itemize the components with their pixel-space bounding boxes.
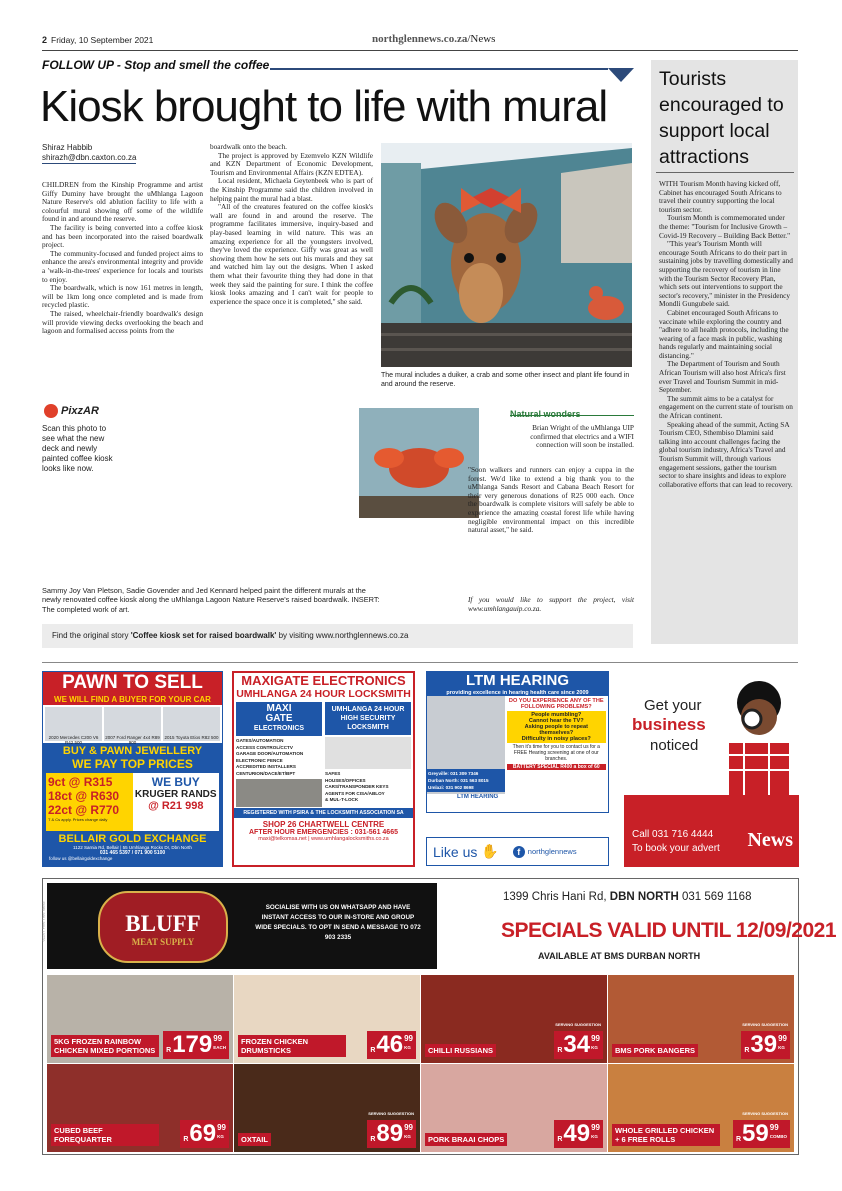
product-name: CHILLI RUSSIANS	[425, 1044, 496, 1057]
maxi-shop2: AFTER HOUR EMERGENCIES : 031-561 4665	[249, 829, 398, 836]
maxigate-ad[interactable]	[232, 671, 415, 867]
biz-logo: News	[747, 829, 793, 851]
keys-image	[325, 737, 411, 769]
maxi-body	[234, 700, 413, 808]
kicker-arrow	[608, 68, 634, 82]
car-3	[163, 707, 220, 741]
kicker-rule	[270, 68, 608, 70]
price-22ct: 22ct @ R770	[48, 803, 120, 817]
price-rands: 69	[189, 1120, 217, 1147]
col1-p1: CHILDREN from the Kinship Programme and artist Giffy Duminy have brought the uMhlanga Lagoon Nature Reserve's old ablution facility to life with a colourful mural showing off some of the wildlife found in and around the reserve.	[42, 180, 203, 224]
biz-call2: To book your advert	[632, 843, 720, 854]
col1-p5: The raised, wheelchair-friendly boardwalk's design will provide viewing decks overlooking the beach and lagoon and formalised access points from the	[42, 308, 203, 336]
maxi-box: UMHLANGA 24 HOUR HIGH SECURITY LOCKSMITH	[325, 702, 411, 735]
pawn-cars	[43, 705, 222, 743]
sidebar-p3: "This year's Tourism Month will encourage South Africans to do their part in sustaining jobs by travelling domestically and supporting the recovery of tourism in line with the Tourism Sector Recovery Plan, which sets out interventions to support the sector's recovery," minister in the Presidency Mondli Gungubele said.	[659, 239, 793, 309]
sidebar-headline: Tourists encouraged to support local attractions	[659, 68, 784, 168]
byline-name: Shiraz Habbib	[42, 143, 93, 152]
bluff-addr-line	[503, 891, 751, 903]
price-currency: R	[557, 1136, 563, 1143]
price-cents	[404, 1123, 413, 1141]
pawn-buy1: BUY & PAWN JEWELLERY	[62, 745, 203, 757]
pawn-title: PAWN TO SELL	[43, 672, 222, 694]
bluff-addr: 1399 Chris Hani Rd,	[503, 891, 607, 903]
byline-email[interactable]: shirazh@dbn.caxton.co.za	[42, 153, 137, 162]
product-tile[interactable]	[47, 975, 233, 1063]
car-1-label: 2020 Mercedes C200 V6 R42 500	[48, 735, 99, 745]
bluff-products	[47, 975, 794, 1153]
article-col-1	[42, 181, 203, 396]
pawn-tc: T & Cs apply. Prices change daily	[48, 817, 108, 822]
ltm-sub: providing excellence in hearing health care since 2009	[427, 690, 608, 696]
find-title: 'Coffee kiosk set for raised boardwalk'	[130, 631, 277, 640]
price-rands: 46	[376, 1031, 404, 1058]
pixzar-icon	[44, 404, 58, 418]
price-cents-value: 99	[591, 1034, 600, 1043]
bluff-phone: 031 569 1168	[681, 891, 752, 903]
price-9ct: 9ct @ R315	[48, 775, 113, 789]
price-unit: KG	[778, 1045, 785, 1050]
maxi-list-4: ELECTRONIC FENCE	[236, 757, 283, 763]
product-tile[interactable]	[234, 1064, 420, 1152]
price-currency: R	[370, 1047, 376, 1054]
sidebar-rule	[656, 172, 794, 173]
product-name: PORK BRAAI CHOPS	[425, 1133, 507, 1146]
price-cents	[217, 1123, 226, 1141]
maxi-list-2: ACCESS CONTROL/CCTV	[236, 744, 293, 750]
pawn-buy2: WE PAY TOP PRICES	[72, 757, 193, 771]
product-tile[interactable]	[421, 1064, 607, 1152]
pawn-kruger	[133, 773, 220, 831]
maxi-shop1: SHOP 26 CHARTWELL CENTRE	[262, 820, 385, 829]
bluff-avail: AVAILABLE AT BMS DURBAN NORTH	[538, 951, 701, 961]
col1-p4: The boardwalk, which is now 161 metres in length, will be 1km long once completed and is made from recycled plastic.	[42, 283, 203, 310]
product-tile[interactable]	[608, 1064, 794, 1152]
price-rands: 179	[172, 1031, 213, 1058]
sidebar-text	[659, 180, 793, 640]
maxi-logo-2: GATE	[265, 713, 293, 724]
maxi-list-5: ACCREDITED INSTALLERS	[236, 764, 296, 769]
crab-illustration	[359, 408, 479, 518]
ltm-time: Then it's time for you to contact us for a FREE Hearing screening at one of our branches.	[512, 744, 600, 762]
maxi-gate-image	[236, 779, 322, 807]
maxi-list2-1: SAFES	[325, 771, 341, 776]
col2-p4: "All of the creatures featured on the coffee kiosk's wall are found in and around the reserve. The programme facilitates immersive, inquiry-based and play-based learning in wild nature. This was an amazing experience for all the youngsters involved, they've loved the experience. Giffy was great as well showing them how he sets out his murals and they sat and watched him lay out the designs. When I asked them what their favourite thing they had done in that week they said the painting for sure. I think the coffee kiosk looks amazing and I can't wait for people to experience the space once it is completed," she said.	[210, 202, 373, 306]
maxi-list2-2: HOUSES/OFFICES	[325, 777, 366, 783]
site-domain: northglennews.co.za	[372, 33, 468, 45]
price-unit: KG	[404, 1045, 411, 1050]
children-caption: Sammy Joy Van Pletson, Sadie Govender and Jed Kennard helped paint the different murals at the newly renovated coffee kiosk along the uMhlanga Lagoon Nature Reserve's raised boardwalk. INSERT: The completed work of art.	[42, 586, 380, 614]
bluff-ad[interactable]	[40, 878, 837, 1155]
sidebar-p7: Speaking ahead of the summit, Acting SA Tourism CEO, Sthembiso Dlamini said talking into account challenges facing the global tourism industry, Africa's Travel and Tourism Summit will, through various engagement sessions, gather the tourism sector to share insights and ideas to explore collaborative efforts that can lead to recovery.	[659, 419, 793, 489]
product-price	[733, 1120, 790, 1148]
ltm-phone-2: Durban North: 031 563 8015	[428, 778, 489, 783]
ltm-q3: Cannot hear the TV?	[528, 718, 584, 724]
price-cents-value: 99	[404, 1123, 413, 1132]
maxi-list-3: GARAGE DOOR/AUTOMATION	[236, 751, 304, 756]
price-cents-value: 99	[769, 1123, 779, 1132]
maxi-logo	[236, 702, 322, 736]
maxi-email[interactable]: maxi@telkomsa.net | www.umhlangalocksmiths.co.za	[258, 836, 389, 842]
sidebar-p6: The summit aims to be a catalyst for engagement on the current state of tourism on the African continent.	[659, 393, 793, 421]
find-original-text[interactable]	[52, 631, 408, 640]
ltm-ad[interactable]	[426, 671, 609, 813]
biz-l2: business	[632, 715, 706, 734]
car-3-label: 2015 Toyota Etios R82 500	[164, 735, 219, 740]
car-1	[45, 707, 102, 745]
maxi-reg: REGISTERED WITH PSIRA & THE LOCKSMITH ASSOCIATION SA	[234, 808, 413, 818]
header-rule	[42, 50, 798, 51]
headline: Kiosk brought to life with mural	[40, 82, 608, 131]
biz-l1: Get your	[644, 697, 702, 714]
maxi-left	[236, 702, 322, 806]
sidebar-p4: Cabinet encouraged South Africans to vaccinate while exploring the country and "adhere to all health protocols, including the wearing of a face mask in public, washing hands regularly and maintaining social distancing."	[659, 307, 789, 360]
pawn-sub: WE WILL FIND A BUYER FOR YOUR CAR	[43, 694, 222, 705]
price-unit: KG	[591, 1045, 598, 1050]
col2-p3: Local resident, Michaela Geytenbeek who is part of the Kinship Programme said the children involved in helping paint the mural had a blast.	[210, 176, 373, 203]
price-rands: 59	[742, 1120, 769, 1147]
kruger-rands: KRUGER RANDS	[134, 789, 217, 800]
pawn-name: BELLAIR GOLD EXCHANGE	[58, 833, 207, 845]
sidebar-p5: The Department of Tourism and South African Tourism will also host Africa's first ever Travel and Tourism Summit in mid-September.	[659, 359, 786, 395]
bluff-logo	[98, 891, 228, 963]
section-rule	[42, 662, 798, 663]
ltm-photo	[427, 696, 505, 794]
biz-person	[724, 675, 794, 795]
biz-call: Call 031 716 4444	[632, 829, 714, 840]
kicker: FOLLOW UP - Stop and smell the coffee	[42, 58, 270, 72]
product-price	[554, 1031, 603, 1059]
bluff-ref: 62267 Fine Tree Ideas	[40, 901, 46, 942]
price-rands: 89	[376, 1120, 404, 1147]
price-currency: R	[370, 1136, 376, 1143]
site-name	[372, 33, 495, 45]
serving-suggestion: SERVING SUGGESTION	[368, 1111, 414, 1116]
facebook-icon: f	[513, 846, 525, 858]
price-unit: KG	[217, 1134, 224, 1139]
price-cents	[591, 1123, 600, 1141]
pixzar-logo	[44, 404, 99, 418]
sub-text-2: "Soon walkers and runners can enjoy a cuppa in the forest. We'd like to extend a big thank you to the uMhlanga Sands Resort and Cabana Beach Resort for their very generous donations of R25 000 each. Once the boardwalk is complete visitors will safely be able to experience the amazing coastal forest life while having negligible environmental impact on this incredible natural asset," he said.	[468, 465, 634, 535]
pawn-prices	[46, 773, 219, 831]
price-unit: COMBO	[769, 1134, 787, 1139]
product-price	[367, 1120, 416, 1148]
product-tile[interactable]	[608, 975, 794, 1063]
ltm-logo: LTM HEARING	[457, 794, 499, 800]
price-rands: 49	[563, 1120, 591, 1147]
product-tile[interactable]	[47, 1064, 233, 1152]
maxi-right	[325, 702, 411, 806]
ltm-phone-3: Umlazi: 031 902 8698	[428, 785, 474, 790]
product-price	[554, 1120, 603, 1148]
product-name: 5KG FROZEN RAINBOW CHICKEN MIXED PORTIONS	[51, 1035, 159, 1057]
bluff-social: SOCIALISE WITH US ON WHATSAPP AND HAVE INSTANT ACCESS TO OUR IN-STORE AND GROUP WIDE SPECIALS. TO OPT IN SEND A MESSAGE TO 072 903 2335	[255, 904, 421, 941]
price-currency: R	[166, 1047, 172, 1054]
price-cents	[778, 1034, 787, 1052]
sub-text-1: Brian Wright of the uMhlanga UIP confirmed that electrics and a WIFI connection will soon be installed.	[530, 423, 634, 450]
col2-p1: boardwalk onto the beach.	[210, 142, 287, 151]
business-ad[interactable]	[624, 671, 799, 867]
maxi-list-6: CENTURION/DACE/ET/BPT	[236, 770, 296, 776]
price-cents	[404, 1034, 413, 1052]
site-section: /News	[467, 33, 496, 45]
product-name: BMS PORK BANGERS	[612, 1044, 698, 1057]
col2-p2: The project is approved by Ezemvelo KZN Wildlife and KZN Department of Economic Development, Tourism and Environmental Affairs (KZN EDTEA).	[210, 150, 373, 177]
product-name: OXTAIL	[238, 1133, 271, 1146]
byline	[42, 143, 136, 164]
page-date: Friday, 10 September 2021	[51, 35, 154, 45]
price-cents	[770, 1123, 787, 1141]
fb-page: northglennews	[527, 847, 577, 856]
pixzar-text: Scan this photo to see what the new deck and newly painted coffee kiosk looks like now.	[42, 424, 113, 473]
price-currency: R	[183, 1136, 189, 1143]
price-cents-value: 99	[213, 1034, 223, 1043]
product-name: CUBED BEEF FOREQUARTER	[51, 1124, 159, 1146]
sidebar-p2: Tourism Month is commemorated under the theme: "Tourism for Inclusive Growth – Covid-19 Recovery – Building Back Better."	[659, 213, 791, 240]
product-price	[163, 1031, 229, 1059]
pawn-addr: 1122 Sarnia Rd, Bellair | 55 Umhlanga Rocks Dr, Dbn North	[73, 845, 192, 850]
ltm-phone-1: Greyville: 031 309 7346	[428, 771, 479, 776]
maxi-title1: MAXIGATE ELECTRONICS	[241, 673, 406, 688]
price-rands: 39	[750, 1031, 778, 1058]
price-currency: R	[744, 1047, 750, 1054]
price-cents-value: 99	[217, 1123, 226, 1132]
bluff-logo-1: BLUFF	[125, 911, 201, 936]
find-prefix: Find the original story	[52, 631, 131, 640]
ltm-q1: DO YOU EXPERIENCE ANY OF THE FOLLOWING PROBLEMS?	[508, 698, 604, 710]
product-name: FROZEN CHICKEN DRUMSTICKS	[238, 1035, 346, 1057]
like-text: Like us	[433, 843, 478, 860]
pixzar-wordmark: PixzAR	[61, 405, 99, 417]
maxi-list-1: GATES/AUTOMATION	[236, 738, 284, 743]
price-cents-value: 99	[404, 1034, 413, 1043]
bluff-specials: SPECIALS VALID UNTIL 12/09/2021	[501, 919, 837, 942]
product-price	[741, 1031, 790, 1059]
mural-caption: The mural includes a duiker, a crab and some other insect and plant life found in and around the reserve.	[381, 372, 630, 388]
pawn-phone: 031 465 5397 / 071 900 5100	[99, 850, 166, 856]
ltm-title: LTM HEARING	[427, 672, 608, 690]
price-18ct: 18ct @ R630	[48, 789, 120, 803]
person-illustration	[724, 675, 794, 795]
page-number: 2	[42, 35, 48, 45]
article-col-2	[210, 143, 373, 395]
ltm-special: BATTERY SPECIAL R400 a box of 60	[507, 764, 606, 770]
price-currency: R	[735, 1136, 742, 1143]
facebook-like-ad[interactable]	[426, 837, 609, 866]
ltm-phones	[427, 769, 505, 792]
we-buy: WE BUY	[151, 775, 200, 789]
col1-p3: The community-focused and funded project aims to enhance the area's environmental integrity and provide a 'walk-in-the-trees' experience for locals and tourists to enjoy.	[42, 248, 203, 284]
car-2-label: 2007 Ford Ranger 4x4 R89 900	[105, 735, 160, 745]
product-price	[367, 1031, 416, 1059]
price-unit: EACH	[213, 1045, 226, 1050]
ltm-q2: People mumbling?	[531, 712, 582, 718]
product-name: WHOLE GRILLED CHICKEN + 6 FREE ROLLS	[612, 1124, 720, 1146]
find-suffix: by visiting www.northglennews.co.za	[276, 631, 409, 640]
pawn-gold	[46, 773, 133, 831]
serving-suggestion: SERVING SUGGESTION	[555, 1022, 601, 1027]
price-cents	[591, 1034, 600, 1052]
thumb-icon: ✋	[481, 843, 499, 859]
product-tile[interactable]	[234, 975, 420, 1063]
mural-photo	[381, 143, 632, 367]
serving-suggestion: SERVING SUGGESTION	[742, 1022, 788, 1027]
price-cents-value: 99	[778, 1034, 787, 1043]
biz-red	[624, 795, 799, 867]
maxi-logo-3: ELECTRONICS	[253, 725, 305, 732]
col1-p2: The facility is being converted into a coffee kiosk and has been incorporated into the raised boardwalk project.	[42, 222, 203, 250]
car-2	[104, 707, 161, 745]
sub-heading-bar	[510, 404, 634, 419]
maxi-list2-5: & MUL-T-LOCK	[325, 797, 359, 802]
price-unit: KG	[404, 1134, 411, 1139]
product-price	[180, 1120, 229, 1148]
bluff-area: DBN NORTH	[609, 891, 679, 903]
kruger-price: @ R21 998	[148, 800, 204, 812]
mural-illustration	[381, 143, 632, 367]
sub-heading: Natural wonders	[510, 409, 581, 419]
ltm-q5: Difficulty in noisy places?	[521, 736, 591, 742]
maxi-list	[236, 738, 322, 777]
biz-l3: noticed	[650, 737, 699, 754]
price-currency: R	[557, 1047, 563, 1054]
sidebar-p1: WITH Tourism Month having kicked off, Cabinet has encouraged South Africans to travel their country supporting the local tourism sector.	[659, 179, 782, 214]
maxi-title2: UMHLANGA 24 HOUR LOCKSMITH	[236, 688, 411, 700]
maxi-logo-1: MAXI	[266, 703, 292, 714]
pawn-follow: follow us @bellairgoldexchange	[49, 856, 113, 861]
bluff-logo-2: MEAT SUPPLY	[131, 937, 195, 947]
pawn-ad[interactable]	[42, 671, 223, 867]
maxi-list2-3: CARS/TRANSPONDER KEYS	[325, 784, 389, 789]
price-rands: 34	[563, 1031, 591, 1058]
price-cents	[213, 1034, 226, 1052]
product-tile[interactable]	[421, 975, 607, 1063]
ltm-right	[505, 696, 608, 794]
ltm-q-box	[507, 711, 606, 743]
insert-photo	[355, 404, 475, 514]
sub-text-3[interactable]: If you would like to support the project, visit www.umhlangauip.co.za.	[468, 595, 634, 613]
maxi-list2-4: AGENTS FOR CISA/ABLOY	[325, 790, 385, 796]
ltm-q4: Asking people to repeat themselves?	[524, 724, 588, 736]
maxi-list2	[325, 771, 411, 804]
serving-suggestion: SERVING SUGGESTION	[742, 1111, 788, 1116]
page-header	[42, 35, 798, 49]
ltm-body	[427, 696, 608, 794]
price-unit: KG	[591, 1134, 598, 1139]
price-cents-value: 99	[591, 1123, 600, 1132]
